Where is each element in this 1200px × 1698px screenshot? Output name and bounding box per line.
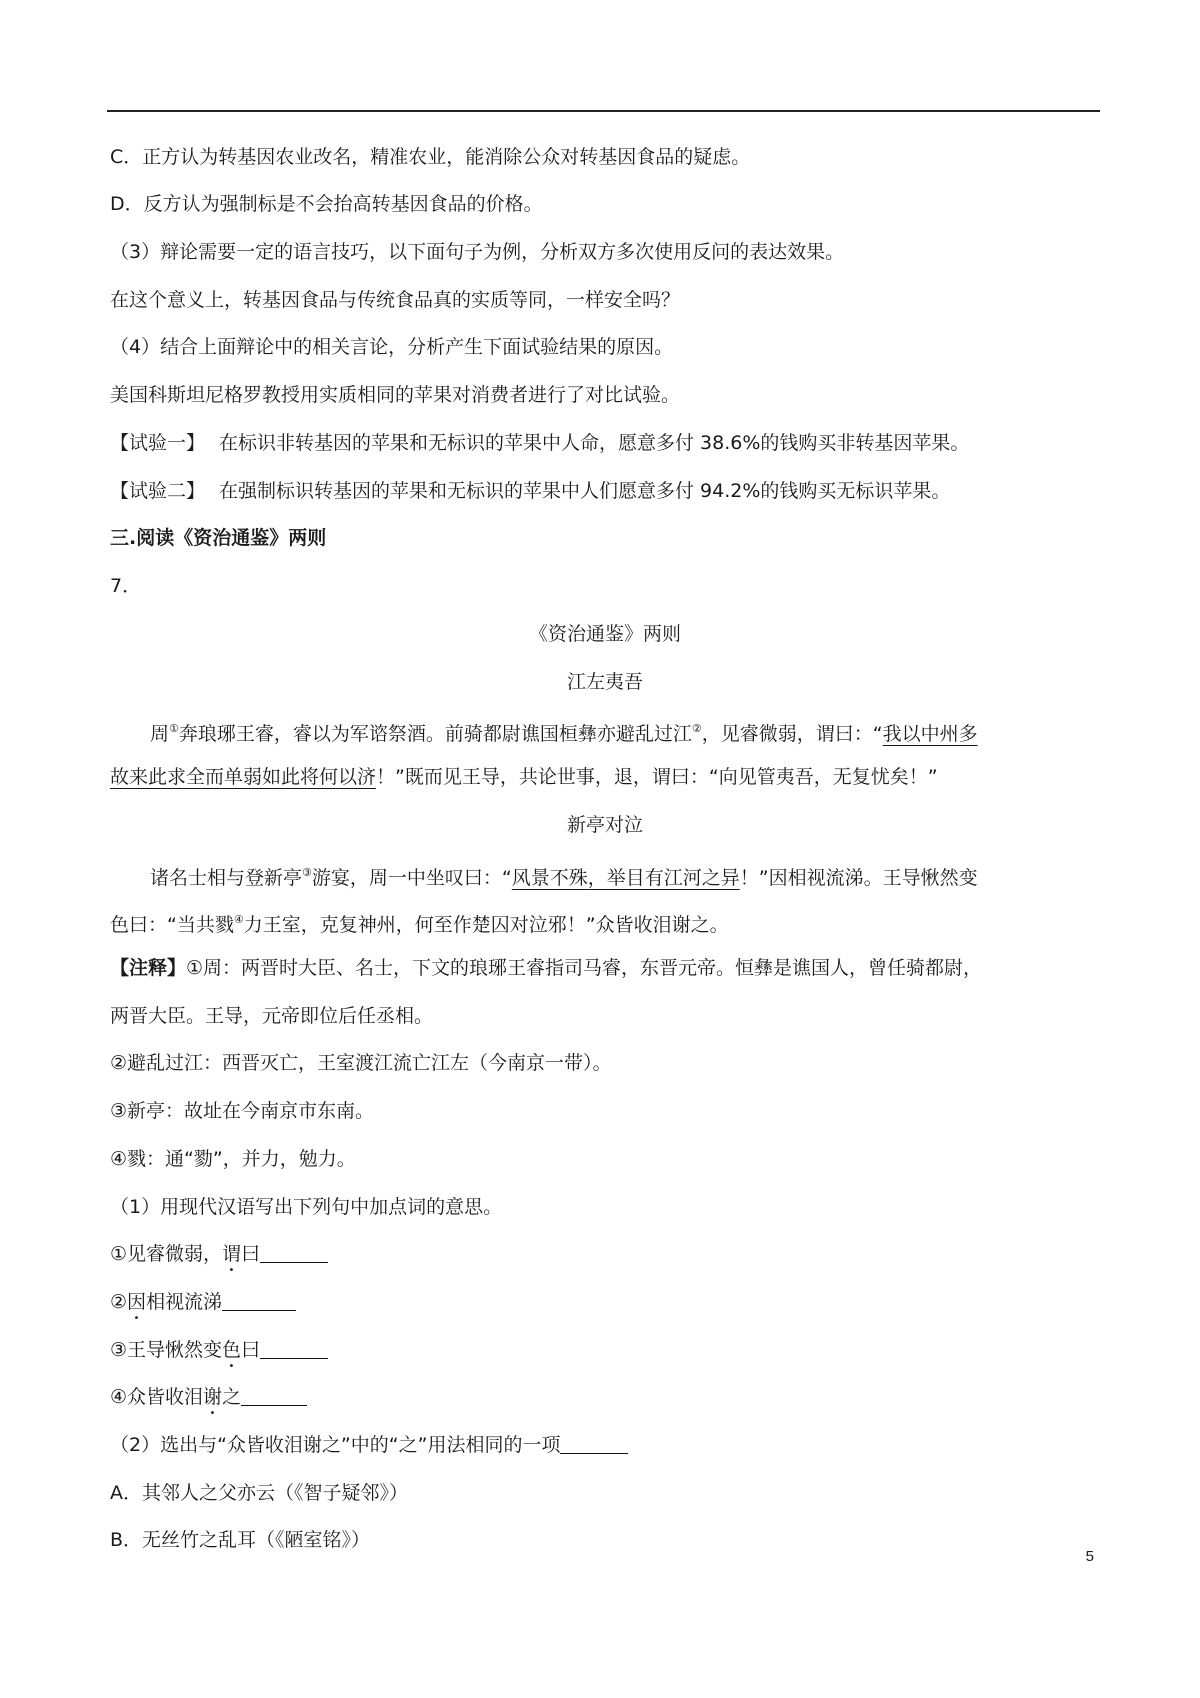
dotted-word: 因 <box>127 1291 147 1313</box>
note-4: ④戮：通“勠”，并力，勉力。 <box>110 1148 356 1170</box>
sub-question-1: （1）用现代汉语写出下列句中加点词的意思。 <box>110 1196 503 1218</box>
answer-blank[interactable] <box>222 1290 296 1311</box>
passage-subtitle-1: 江左夷吾 <box>566 671 643 693</box>
note-3: ③新亭：故址在今南京市东南。 <box>110 1100 375 1122</box>
page-number: 5 <box>1085 1548 1094 1565</box>
experiment-1 <box>110 430 969 456</box>
underlined-phrase-3: 风景不殊，举目有江河之异 <box>511 867 740 889</box>
passage-1-line-2: 故来此求全而单弱如此将何以济！”既而见王导，共论世事，退，谓曰：“向见管夷吾，无复忧矣！” <box>110 766 938 788</box>
option-b: B．无丝竹之乱耳（《陋室铭》） <box>110 1529 371 1551</box>
passage-title: 《资治通鉴》两则 <box>528 623 681 645</box>
experiment-1-text: 在标识非转基因的苹果和无标识的苹果中人命，愿意多付 38.6%的钱购买非转基因苹果。 <box>219 432 970 454</box>
section-3-heading: 三.阅读《资治通鉴》两则 <box>110 527 327 549</box>
header-rule <box>107 110 1100 112</box>
underlined-phrase-1: 我以中州多 <box>882 723 978 745</box>
answer-blank[interactable] <box>260 1242 328 1263</box>
experiment-1-tag: 【试验一】 <box>110 432 206 454</box>
passage-2-line-2: 色曰：“当共戮④力王室，克复神州，何至作楚囚对泣邪！”众皆收泪谢之。 <box>110 913 729 936</box>
q1-item-4: ④众皆收泪谢之 <box>110 1384 307 1419</box>
question-4: （4）结合上面辩论中的相关言论，分析产生下面试验结果的原因。 <box>110 336 674 358</box>
option-c: C．正方认为转基因农业改名，精准农业，能消除公众对转基因食品的疑虑。 <box>110 146 751 168</box>
q1-item-3: ③王导愀然变色曰 <box>110 1337 328 1372</box>
note-1-line-2: 两晋大臣。王导，元帝即位后任丞相。 <box>110 1005 434 1027</box>
note-1-line-1: 【注释】①周：两晋时大臣、名士，下文的琅琊王睿指司马睿，东晋元帝。恒彝是谯国人，曾任骑都尉， <box>110 957 983 979</box>
note-tag: 【注释】 <box>110 957 187 979</box>
passage-1-line-1: 周①奔琅琊王睿，睿以为军谘祭酒。前骑都尉谯国桓彝亦避乱过江②，见睿微弱，谓曰：“我以中州多 <box>150 722 978 745</box>
passage-subtitle-2: 新亭对泣 <box>566 814 643 836</box>
passage-2-line-1: 诸名士相与登新亭③游宴，周一中坐叹曰：“风景不殊，举目有江河之异！”因相视流涕。王导愀然变 <box>150 866 978 889</box>
answer-blank[interactable] <box>560 1433 628 1454</box>
option-d: D．反方认为强制标是不会抬高转基因食品的价格。 <box>110 193 543 215</box>
question-3: （3）辩论需要一定的语言技巧，以下面句子为例，分析双方多次使用反问的表达效果。 <box>110 241 845 263</box>
question-7-number: 7． <box>110 575 142 597</box>
q1-item-2: ②因相视流涕 <box>110 1289 296 1324</box>
underlined-phrase-2: 故来此求全而单弱如此将何以济 <box>110 766 377 788</box>
experiment-2 <box>110 478 950 504</box>
question-3-sentence: 在这个意义上，转基因食品与传统食品真的实质等同，一样安全吗？ <box>110 289 681 311</box>
answer-blank[interactable] <box>260 1338 328 1359</box>
sub-question-2: （2）选出与“众皆收泪谢之”中的“之”用法相同的一项 <box>110 1432 628 1458</box>
dotted-word: 谓 <box>222 1243 242 1265</box>
option-a: A．其邻人之父亦云（《智子疑邻》） <box>110 1482 408 1504</box>
q1-item-1: ①见睿微弱，谓曰 <box>110 1241 328 1276</box>
question-4-intro: 美国科斯坦尼格罗教授用实质相同的苹果对消费者进行了对比试验。 <box>110 384 681 406</box>
dotted-word: 谢 <box>203 1386 223 1408</box>
experiment-2-tag: 【试验二】 <box>110 480 206 502</box>
dotted-word: 色 <box>222 1339 242 1361</box>
experiment-2-text: 在强制标识转基因的苹果和无标识的苹果中人们愿意多付 94.2%的钱购买无标识苹果。 <box>219 480 951 502</box>
note-2: ②避乱过江：西晋灭亡，王室渡江流亡江左（今南京一带）。 <box>110 1052 612 1074</box>
answer-blank[interactable] <box>241 1385 307 1406</box>
